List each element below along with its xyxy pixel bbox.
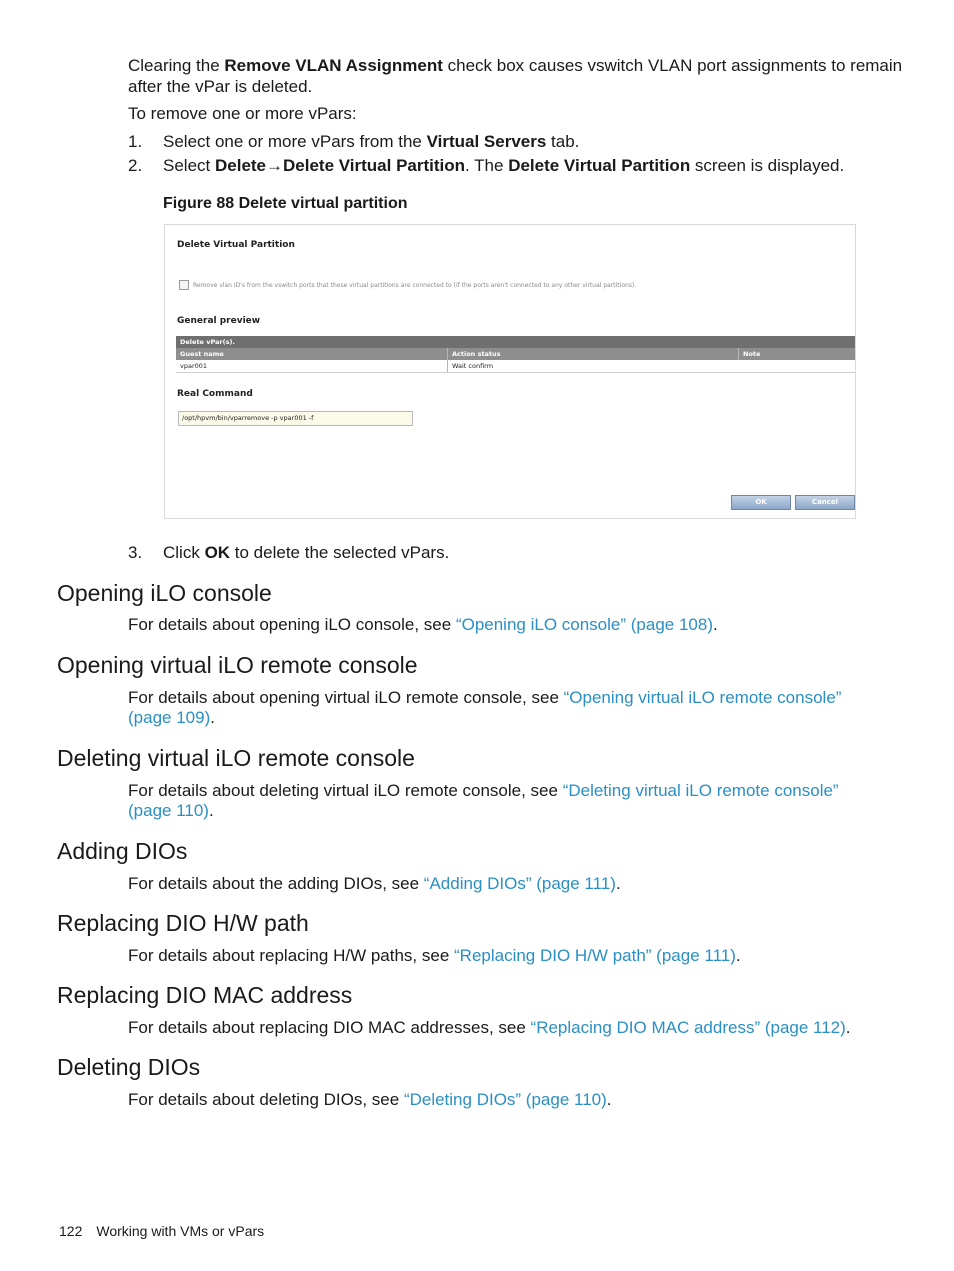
section-text: .	[606, 1090, 612, 1109]
arrow-icon: →	[266, 156, 284, 175]
intro-bold: Remove VLAN Assignment	[224, 56, 443, 75]
section-heading: Opening iLO console	[57, 580, 272, 606]
cross-reference-link[interactable]: “Deleting virtual iLO remote console”	[562, 781, 839, 800]
real-command-heading: Real Command	[177, 389, 253, 399]
table-cell: Wait confirm	[447, 360, 493, 372]
section-text: For details about the adding DIOs, see	[128, 874, 424, 893]
step-text: . The	[465, 156, 509, 175]
section-text: For details about opening virtual iLO remote console, see	[128, 688, 564, 707]
table-header	[176, 348, 855, 360]
ok-button[interactable]: OK	[731, 495, 791, 510]
section-text: .	[615, 874, 621, 893]
page-number: 122	[59, 1223, 83, 1239]
step-number: 1.	[128, 132, 143, 151]
step-bold: OK	[204, 543, 231, 562]
intro-text-suffix: check box causes vswitch VLAN port assignments to remain	[442, 56, 903, 75]
step-text: screen is displayed.	[690, 156, 845, 175]
step-bold: Delete	[214, 156, 267, 175]
section-heading: Deleting DIOs	[57, 1054, 201, 1080]
section-paragraph	[128, 874, 621, 894]
section-text: .	[735, 946, 741, 965]
step-number: 3.	[128, 543, 143, 562]
column-header: Action status	[447, 348, 501, 360]
step-bold: Delete Virtual Partition	[283, 156, 466, 175]
section-text: .	[712, 615, 718, 634]
section-paragraph	[128, 946, 741, 966]
remove-vlan-checkbox[interactable]	[179, 280, 189, 290]
step-bold: Delete Virtual Partition	[508, 156, 691, 175]
cross-reference-link[interactable]: (page 110)	[128, 801, 209, 820]
cross-reference-link[interactable]: “Replacing DIO MAC address” (page 112)	[530, 1018, 846, 1037]
step-text: Select	[163, 156, 215, 175]
section-text: .	[210, 708, 215, 727]
section-paragraph-line2	[128, 708, 215, 728]
table-title-bar: Delete vPar(s).	[176, 336, 855, 348]
table-cell: vpar001	[180, 362, 208, 370]
figure-caption: Figure 88 Delete virtual partition	[163, 195, 408, 212]
step-text: tab.	[546, 132, 580, 151]
section-paragraph	[128, 1090, 612, 1110]
footer-title: Working with VMs or vPars	[96, 1223, 265, 1239]
section-paragraph	[128, 781, 839, 801]
cross-reference-link[interactable]: “Adding DIOs” (page 111)	[423, 874, 616, 893]
section-text: For details about opening iLO console, see	[128, 615, 456, 634]
section-paragraph	[128, 1018, 851, 1038]
step-text: to delete the selected vPars.	[230, 543, 450, 562]
procedure-intro: To remove one or more vPars:	[128, 104, 357, 123]
section-heading: Adding DIOs	[57, 838, 188, 864]
section-text: .	[208, 801, 214, 820]
delete-vpar-screenshot	[164, 224, 856, 519]
cancel-button[interactable]: Cancel	[795, 495, 855, 510]
step-1	[163, 132, 579, 152]
step-2	[163, 156, 844, 176]
cross-reference-link[interactable]: “Deleting DIOs” (page 110)	[403, 1090, 607, 1109]
intro-paragraph-line2: after the vPar is deleted.	[128, 77, 313, 96]
section-text: For details about replacing DIO MAC addresses, see	[128, 1018, 531, 1037]
column-header: Note	[738, 348, 760, 360]
cross-reference-link[interactable]: “Opening iLO console” (page 108)	[455, 615, 713, 634]
general-preview-heading: General preview	[177, 316, 261, 326]
column-header: Guest name	[180, 350, 224, 358]
section-text: For details about replacing H/W paths, see	[128, 946, 454, 965]
section-text: For details about deleting DIOs, see	[128, 1090, 404, 1109]
remove-vlan-checkbox-label: Remove vlan ID's from the vswitch ports that these virtual partitions are connected to (if the ports aren't connected to any other virtual partitions).	[193, 282, 637, 289]
section-paragraph	[128, 688, 841, 708]
section-heading: Replacing DIO MAC address	[57, 982, 353, 1008]
step-3	[163, 543, 449, 563]
section-text: .	[845, 1018, 851, 1037]
section-paragraph-line2	[128, 801, 214, 821]
preview-table	[176, 336, 855, 373]
step-bold: Virtual Servers	[426, 132, 547, 151]
cross-reference-link[interactable]: “Replacing DIO H/W path” (page 111)	[454, 946, 736, 965]
intro-text: Clearing the	[128, 56, 225, 75]
cross-reference-link[interactable]: “Opening virtual iLO remote console”	[563, 688, 842, 707]
table-row	[176, 360, 855, 373]
step-text: Click	[163, 543, 205, 562]
section-heading: Deleting virtual iLO remote console	[57, 745, 415, 771]
section-heading: Opening virtual iLO remote console	[57, 652, 418, 678]
step-number: 2.	[128, 156, 143, 175]
page-footer	[59, 1222, 264, 1240]
step-text: Select one or more vPars from the	[163, 132, 427, 151]
real-command-field[interactable]: /opt/hpvm/bin/vparremove -p vpar001 -f	[178, 411, 413, 426]
dialog-title: Delete Virtual Partition	[177, 240, 295, 250]
cross-reference-link[interactable]: (page 109)	[128, 708, 211, 727]
section-paragraph	[128, 615, 718, 635]
section-text: For details about deleting virtual iLO remote console, see	[128, 781, 563, 800]
section-heading: Replacing DIO H/W path	[57, 910, 309, 936]
intro-paragraph	[128, 56, 902, 76]
